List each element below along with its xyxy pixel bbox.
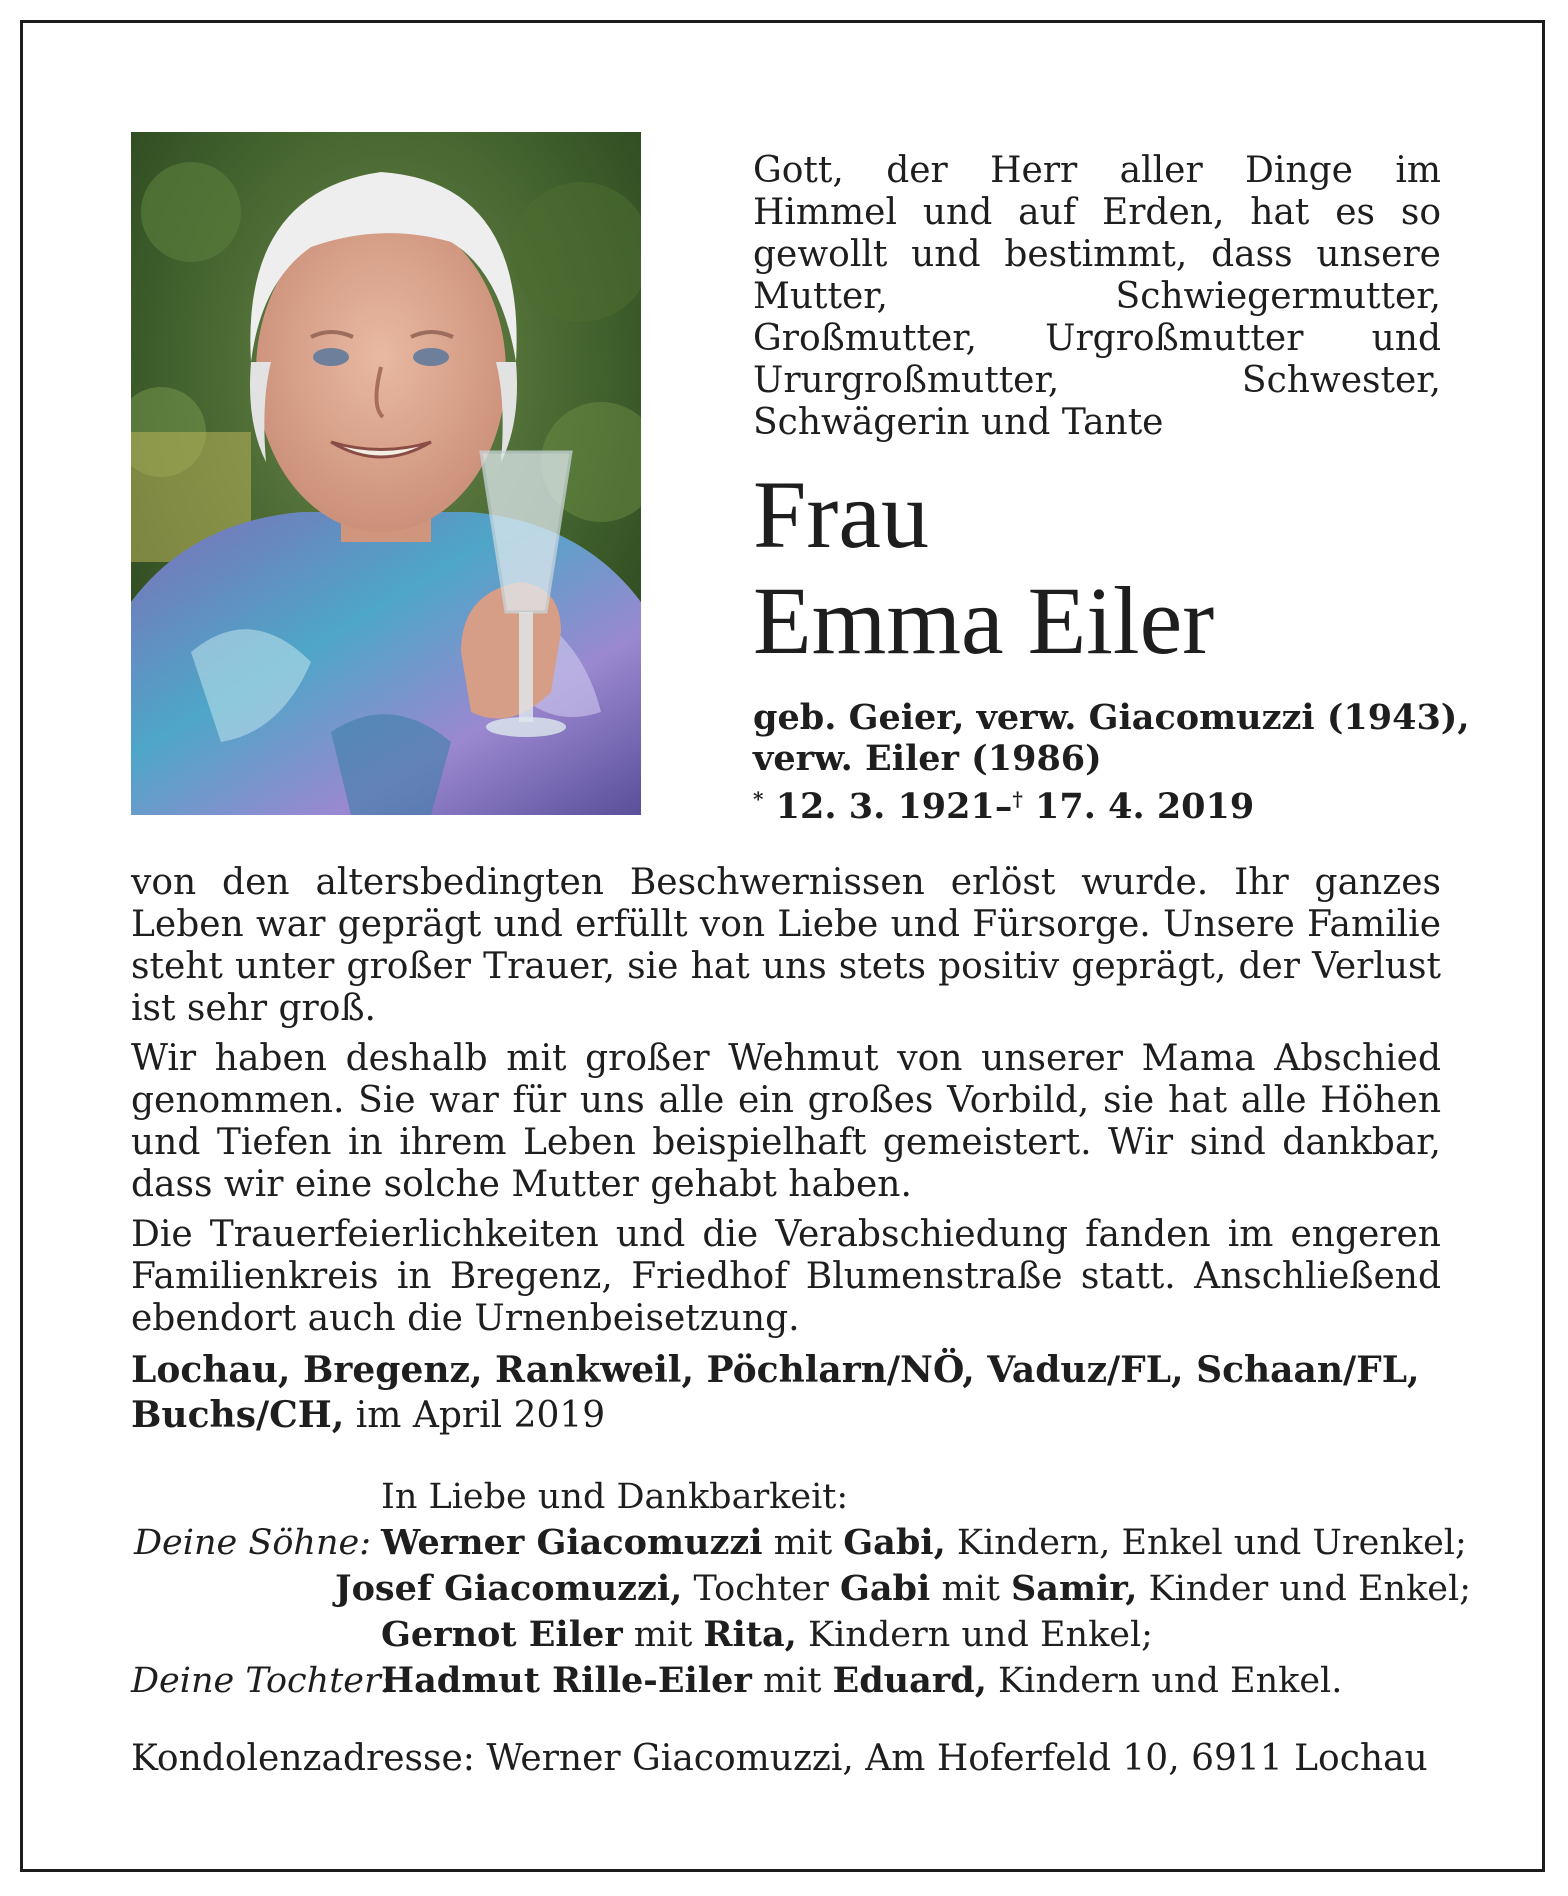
date-line: im April 2019: [344, 1395, 606, 1436]
family-name: Josef Giacomuzzi,: [335, 1568, 683, 1609]
family-name: Werner Giacomuzzi: [381, 1522, 763, 1563]
family-row: Deine Tochter: Hadmut Rille-Eiler mit Eduard, Kindern und Enkel.: [131, 1658, 1471, 1704]
family-row: Deine Söhne: Werner Giacomuzzi mit Gabi, Kindern, Enkel und Urenkel;: [131, 1520, 1471, 1566]
biographical-details: [753, 697, 1473, 827]
places-and-date: [131, 1348, 1451, 1438]
death-symbol: †: [1012, 787, 1023, 811]
name-title: Frau: [753, 461, 929, 568]
life-dates: [753, 779, 1473, 827]
date-dash: –: [994, 786, 1013, 827]
family-heading-row: [131, 1474, 1471, 1520]
family-name: Samir,: [1011, 1568, 1138, 1609]
name-full: Emma Eiler: [753, 567, 1215, 674]
body-paragraph-1: von den altersbedingten Beschwernissen erlöst wurde. Ihr ganzes Leben war geprägt und erfüllt von Liebe und Fürsorge. Unsere Familie steht unter großer Trauer, sie hat uns stets positiv geprägt, der Verlust ist sehr groß.: [131, 862, 1441, 1029]
maiden-widow-names: geb. Geier, verw. Giacomuzzi (1943),: [753, 697, 1470, 738]
condolence-address: Kondolenzadresse: Werner Giacomuzzi, Am Hoferfeld 10, 6911 Lochau: [131, 1738, 1428, 1779]
widow-name: verw. Eiler (1986): [753, 738, 1102, 779]
body-paragraph-2: Wir haben deshalb mit großer Wehmut von unserer Mama Abschied genommen. Sie war für uns alle ein großes Vorbild, sie hat alle Höhen und Tiefen in ihrem Leben beispielhaft gemeistert. Wir sind dankbar, dass wir eine solche Mutter gehabt haben.: [131, 1038, 1441, 1205]
intro-text: Gott, der Herr aller Dinge im Himmel und auf Erden, hat es so gewollt und bestimmt, dass unsere Mutter, Schwiegermutter, Großmutter, Urgroßmutter und Ururgroßmutter, Schwester, Schwägerin und Tante: [753, 150, 1441, 443]
family-name: Rita,: [703, 1614, 797, 1655]
family-name: Eduard,: [832, 1660, 987, 1701]
obituary-body: [131, 862, 1441, 1348]
family-name: Gernot Eiler: [381, 1614, 623, 1655]
family-name: Gabi: [839, 1568, 931, 1609]
family-row: Josef Giacomuzzi, Tochter Gabi mit Samir, Kinder und Enkel;: [335, 1568, 1471, 1609]
family-row: Gernot Eiler mit Rita, Kindern und Enkel;: [381, 1614, 1153, 1655]
sons-label: Deine Söhne:: [134, 1523, 371, 1563]
daughter-label: Deine Tochter:: [131, 1661, 393, 1701]
family-name: Gabi,: [843, 1522, 946, 1563]
family-name: Hadmut Rille-Eiler: [381, 1660, 752, 1701]
places-list: Lochau, Bregenz, Rankweil, Pöchlarn/NÖ, Vaduz/FL, Schaan/FL, Buchs/CH,: [131, 1349, 1420, 1436]
deceased-name: [753, 462, 1214, 674]
family-heading: In Liebe und Dankbarkeit:: [381, 1477, 849, 1517]
body-paragraph-3: Die Trauerfeierlichkeiten und die Verabschiedung fanden im engeren Familienkreis in Bregenz, Friedhof Blumenstraße statt. Anschließend ebendort auch die Urnenbeisetzung.: [131, 1214, 1441, 1339]
family-list: [131, 1474, 1471, 1704]
portrait-photo: [131, 132, 641, 815]
birth-date: 12. 3. 1921: [775, 786, 995, 827]
birth-symbol: *: [753, 787, 764, 811]
death-date: 17. 4. 2019: [1035, 786, 1255, 827]
